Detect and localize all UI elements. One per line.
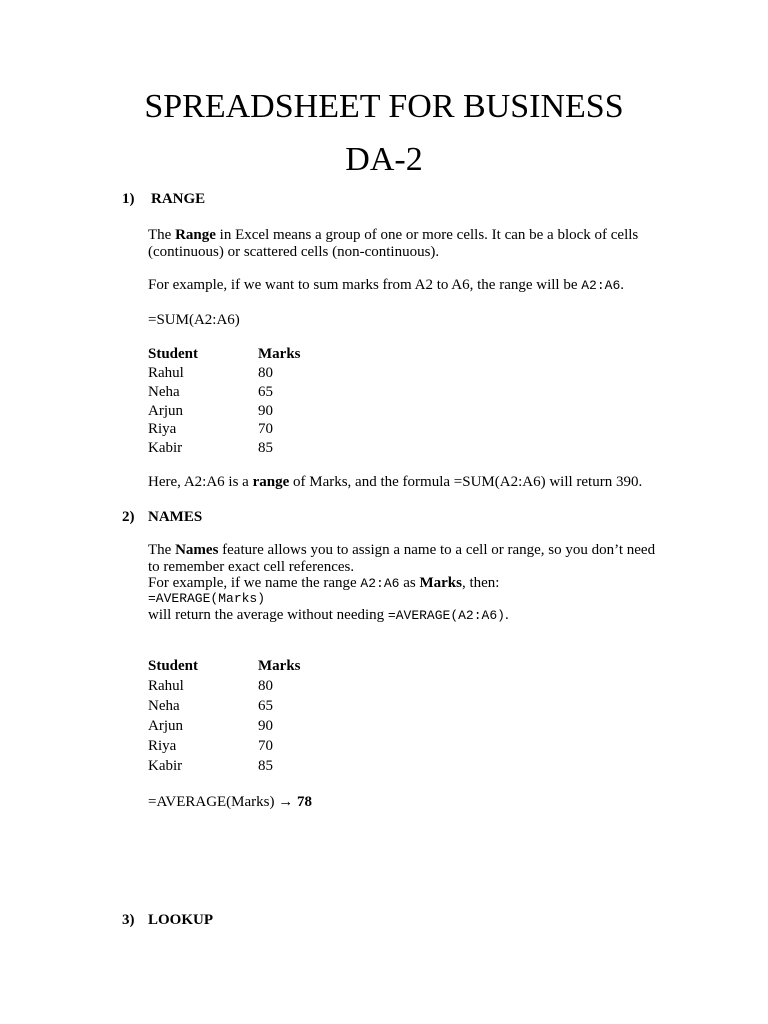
table-row [148, 718, 448, 738]
column-header-marks: Marks [258, 346, 301, 362]
cell-marks: 80 [258, 678, 273, 694]
term-names: Names [175, 542, 219, 558]
table-header-row [148, 658, 448, 678]
text-run: For example, if we name the range [148, 575, 361, 591]
cell-student: Neha [148, 384, 180, 400]
section-2-paragraph-2 [148, 575, 499, 592]
section-1-formula: =SUM(A2:A6) [148, 312, 240, 328]
section-1-heading: RANGE [151, 191, 206, 207]
cell-marks: 90 [258, 718, 273, 734]
text-run: . [504, 607, 509, 623]
section-2-code-line: =AVERAGE(Marks) [148, 591, 266, 606]
text-run: Here, A2:A6 is a [148, 474, 253, 490]
inline-code: =AVERAGE(A2:A6) [387, 608, 505, 623]
cell-marks: 65 [258, 384, 273, 400]
cell-student: Riya [148, 421, 177, 437]
cell-marks: 65 [258, 698, 273, 714]
table-row [148, 698, 448, 718]
cell-student: Arjun [148, 403, 183, 419]
cell-student: Rahul [148, 678, 184, 694]
text-run: The [148, 542, 176, 558]
section-2-result [148, 794, 312, 811]
text-run: of Marks, and the formula =SUM(A2:A6) will return 390. [289, 474, 643, 490]
cell-marks: 90 [258, 403, 273, 419]
cell-student: Kabir [148, 758, 183, 774]
table-row [148, 421, 448, 441]
section-3-heading: LOOKUP [148, 912, 214, 928]
term-range: range [252, 474, 290, 490]
cell-marks: 70 [258, 421, 273, 437]
cell-marks: 70 [258, 738, 273, 754]
table-header-row [148, 346, 448, 366]
text-run: For example, if we want to sum marks from A2 to A6, the range will be [148, 277, 582, 293]
inline-code: A2:A6 [360, 576, 400, 591]
document-subtitle: DA-2 [345, 141, 423, 178]
table-row [148, 365, 448, 385]
section-1-paragraph-3 [148, 474, 642, 491]
cell-student: Kabir [148, 440, 183, 456]
cell-marks: 85 [258, 758, 273, 774]
table-row [148, 403, 448, 423]
cell-marks: 80 [258, 365, 273, 381]
text-run: as [399, 575, 420, 591]
section-2-paragraph-3 [148, 607, 509, 624]
text-run: to remember exact cell references. [148, 559, 355, 575]
cell-student: Rahul [148, 365, 184, 381]
section-2-heading: NAMES [148, 509, 203, 525]
table-row [148, 440, 448, 460]
result-formula: =AVERAGE(Marks) [148, 794, 279, 810]
text-run: in Excel means a group of one or more cells. It can be a block of cells [215, 227, 639, 243]
text-run: . [620, 277, 625, 293]
cell-marks: 85 [258, 440, 273, 456]
document-title: SPREADSHEET FOR BUSINESS [144, 88, 624, 125]
table-row [148, 738, 448, 758]
text-run: feature allows you to assign a name to a cell or range, so you don’t need [218, 542, 656, 558]
text-run: will return the average without needing [148, 607, 388, 623]
table-row [148, 758, 448, 778]
cell-student: Arjun [148, 718, 183, 734]
result-value: 78 [297, 794, 313, 810]
section-1-paragraph-2 [148, 277, 624, 294]
cell-student: Riya [148, 738, 177, 754]
section-3-number: 3) [122, 912, 135, 928]
term-marks: Marks [419, 575, 462, 591]
text-run: (continuous) or scattered cells (non-continuous). [148, 244, 440, 260]
table-row [148, 678, 448, 698]
term-range: Range [175, 227, 216, 243]
table-row [148, 384, 448, 404]
section-2-paragraph-1 [148, 542, 655, 576]
section-1-paragraph-1 [148, 227, 638, 261]
cell-student: Neha [148, 698, 180, 714]
text-run: The [148, 227, 176, 243]
section-1-number: 1) [122, 191, 135, 207]
inline-code: A2:A6 [581, 278, 621, 293]
text-run: , then: [461, 575, 500, 591]
arrow-right-icon: → [278, 794, 294, 810]
column-header-student: Student [148, 658, 199, 674]
column-header-marks: Marks [258, 658, 301, 674]
section-2-number: 2) [122, 509, 135, 525]
column-header-student: Student [148, 346, 199, 362]
